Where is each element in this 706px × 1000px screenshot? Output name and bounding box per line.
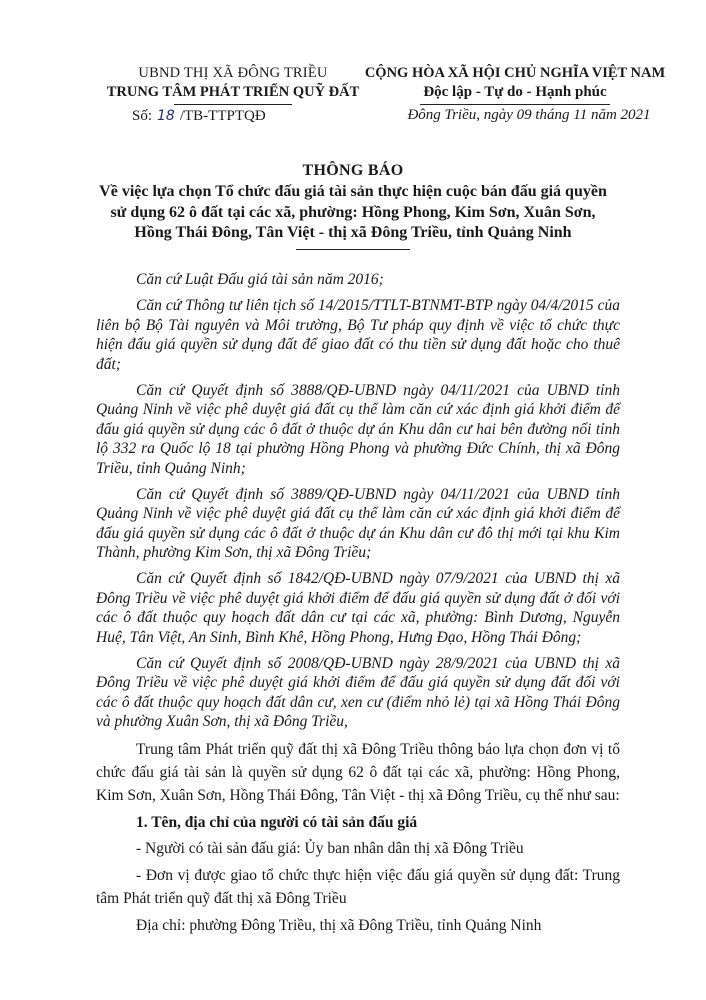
subject-line-2: sử dụng 62 ô đất tại các xã, phường: Hồng Phong, Kim Sơn, Xuân Sơn, bbox=[110, 203, 596, 221]
document-subject bbox=[96, 182, 610, 244]
asset-owner: - Người có tài sản đấu giá: Ủy ban nhân dân thị xã Đông Triều bbox=[136, 840, 524, 857]
handwritten-number: 18 bbox=[157, 108, 175, 124]
legal-basis-1: Căn cứ Luật Đấu giá tài sản năm 2016; bbox=[136, 271, 384, 288]
national-header bbox=[356, 64, 674, 105]
legal-basis-6: Căn cứ Quyết định số 2008/QĐ-UBND ngày 28/9/2021 của UBND thị xã Đông Triều về việc phê duyệt giá khởi điểm để đấu giá quyền sử dụng đất đối với các ô đất thuộc quy hoạch đất dân cư, xen cư (điểm nhỏ lẻ) tại xã Hồng Thái Đông và phường Xuân Sơn, thị xã Đông Triều, bbox=[96, 654, 620, 730]
legal-basis-5: Căn cứ Quyết định số 1842/QĐ-UBND ngày 07/9/2021 của UBND thị xã Đông Triều về việc phê duyệt giá khởi điểm để đấu giá quyền sử dụng đất ở đối với các ô đất thuộc quy hoạch đất dân cư tại các xã, phường: Bình Dương, Nguyễn Huệ, Tân Việt, An Sinh, Bình Khê, Hồng Phong, Hưng Đạo, Hồng Thái Đông; bbox=[96, 570, 620, 646]
assigned-unit: - Đơn vị được giao tổ chức thực hiện việc đấu giá quyền sử dụng đất: Trung tâm Phát triển quỹ đất thị xã Đông Triều bbox=[96, 867, 620, 907]
legal-basis-2: Căn cứ Thông tư liên tịch số 14/2015/TTLT-BTNMT-BTP ngày 04/4/2015 của liên bộ Bộ Tài nguyên và Môi trường, Bộ Tư pháp quy định về việc tổ chức thực hiện đấu giá quyền sử dụng đất để giao đất có thu tiền sử dụng đất hoặc cho thuê đất; bbox=[96, 297, 620, 373]
subject-underline bbox=[296, 249, 410, 250]
org-underline bbox=[174, 104, 292, 105]
motto-underline bbox=[420, 104, 610, 105]
subject-line-1: Về việc lựa chọn Tổ chức đấu giá tài sản thực hiện cuộc bán đấu giá quyền bbox=[99, 183, 607, 200]
number-suffix: /TB-TTPTQĐ bbox=[179, 108, 266, 124]
org-line-1: UBND THỊ XÃ ĐÔNG TRIỀU bbox=[138, 65, 328, 81]
nation-line-1: CỘNG HÒA XÃ HỘI CHỦ NGHĨA VIỆT NAM bbox=[364, 65, 666, 81]
document-number bbox=[132, 108, 266, 125]
subject-line-3: Hồng Thái Đông, Tân Việt - thị xã Đông Triều, tỉnh Quảng Ninh bbox=[134, 224, 572, 241]
number-prefix: Số: bbox=[132, 108, 153, 124]
legal-basis-4: Căn cứ Quyết định số 3889/QĐ-UBND ngày 04/11/2021 của UBND tỉnh Quảng Ninh về việc phê duyệt giá đất cụ thể làm căn cứ xác định giá khởi điểm để đấu giá quyền sử dụng các ô đất ở thuộc dự án Khu dân cư đô thị mới tại khu Kim Thành, phường Kim Sơn, thị xã Đông Triều; bbox=[96, 485, 620, 561]
section-1-heading: 1. Tên, địa chỉ của người có tài sản đấu giá bbox=[136, 814, 418, 831]
legal-basis-3: Căn cứ Quyết định số 3888/QĐ-UBND ngày 04/11/2021 của UBND tỉnh Quảng Ninh về việc phê duyệt giá đất cụ thể làm căn cứ xác định giá khởi điểm để đấu giá quyền sử dụng các ô đất ở thuộc dự án Khu dân cư hai bên đường nối tỉnh lộ 332 ra Quốc lộ 18 tại phường Hồng Phong và phường Đức Chính, thị xã Đông Triều, tỉnh Quảng Ninh; bbox=[96, 381, 620, 477]
nation-motto: Độc lập - Tự do - Hạnh phúc bbox=[423, 84, 607, 100]
issuing-organization bbox=[88, 64, 378, 105]
document-title: THÔNG BÁO bbox=[302, 162, 404, 179]
dateline: Đông Triều, ngày 09 tháng 11 năm 2021 bbox=[407, 107, 651, 123]
document-body bbox=[96, 270, 620, 941]
org-line-2: TRUNG TÂM PHÁT TRIỂN QUỸ ĐẤT bbox=[106, 84, 360, 100]
intro-paragraph: Trung tâm Phát triển quỹ đất thị xã Đông Triều thông báo lựa chọn đơn vị tổ chức đấu giá tài sản là quyền sử dụng 62 ô đất tại các xã, phường: Hồng Phong, Kim Sơn, Xuân Sơn, Hồng Thái Đông, Tân Việt - thị xã Đông Triều, cụ thể như sau: bbox=[96, 741, 620, 804]
address: Địa chỉ: phường Đông Triều, thị xã Đông Triều, tỉnh Quảng Ninh bbox=[136, 917, 542, 934]
